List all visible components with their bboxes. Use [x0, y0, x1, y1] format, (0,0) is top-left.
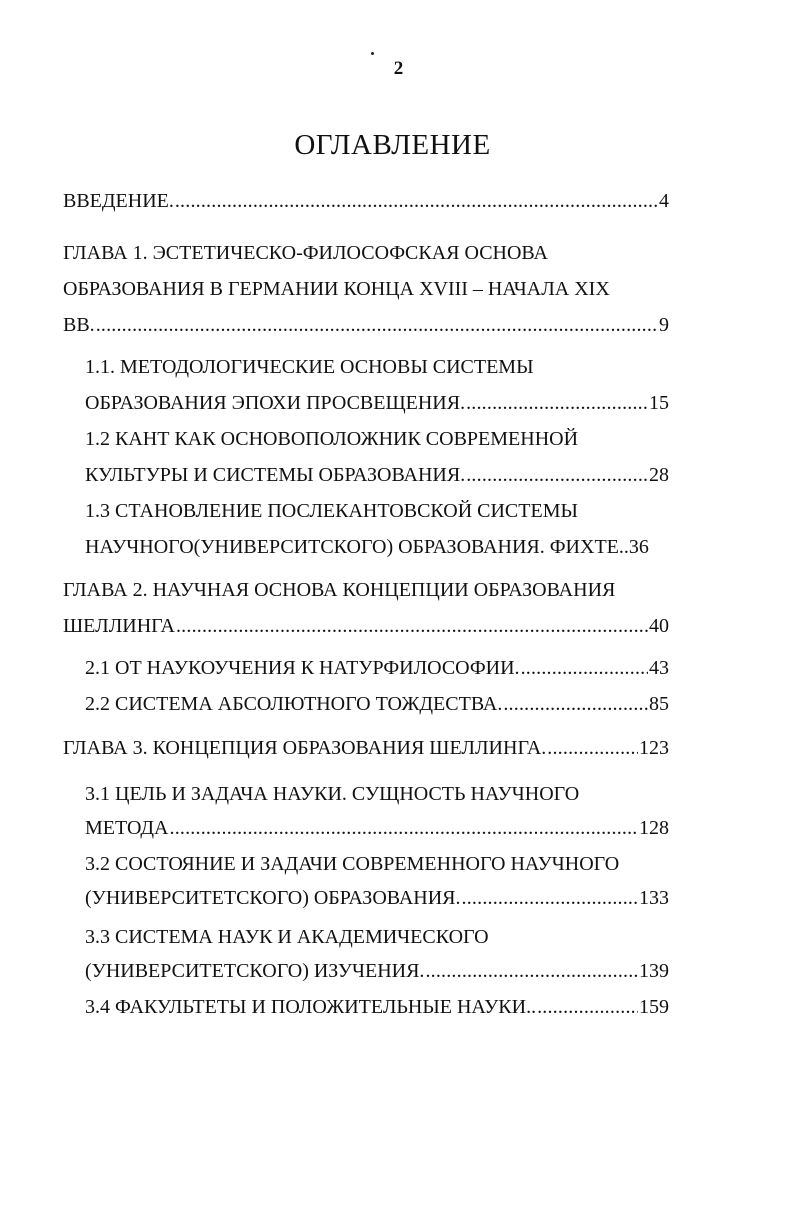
- toc-entry-1-3[interactable]: [85, 535, 669, 559]
- toc-page-number: 123: [639, 737, 669, 759]
- toc-leader: [503, 692, 648, 716]
- toc-leader: [466, 463, 648, 487]
- toc-entry-3-2-line1[interactable]: 3.2 СОСТОЯНИЕ И ЗАДАЧИ СОВРЕМЕННОГО НАУЧНОГО: [85, 853, 620, 875]
- toc-leader: [521, 656, 648, 680]
- toc-page-number: 133: [639, 887, 669, 909]
- toc-page-number: 85: [649, 693, 669, 715]
- toc-leader: [175, 189, 658, 213]
- toc-page-number: 43: [649, 657, 669, 679]
- toc-entry-label: 2.1 ОТ НАУКОУЧЕНИЯ К НАТУРФИЛОСОФИИ.: [85, 657, 520, 679]
- toc-entry-chapter-1-line1[interactable]: ГЛАВА 1. ЭСТЕТИЧЕСКО-ФИЛОСОФСКАЯ ОСНОВА: [63, 242, 548, 264]
- toc-entry-3-2[interactable]: [85, 886, 669, 910]
- toc-entry-chapter-3[interactable]: [63, 736, 669, 760]
- toc-entry-label: ОБРАЗОВАНИЯ ЭПОХИ ПРОСВЕЩЕНИЯ.: [85, 392, 466, 414]
- page-title: ОГЛАВЛЕНИЕ: [294, 129, 491, 161]
- toc-leader: [537, 995, 638, 1019]
- toc-entry-introduction[interactable]: [63, 189, 669, 213]
- toc-entry-chapter-1[interactable]: [63, 313, 669, 337]
- toc-entry-1-2[interactable]: [85, 463, 669, 487]
- toc-entry-label: (УНИВЕРСИТЕТСКОГО) ИЗУЧЕНИЯ.: [85, 960, 425, 982]
- toc-page-number: 40: [649, 615, 669, 637]
- toc-entry-label: (УНИВЕРСИТЕТСКОГО) ОБРАЗОВАНИЯ.: [85, 887, 461, 909]
- toc-page-number: 139: [639, 960, 669, 982]
- toc-entry-3-1-line1[interactable]: 3.1 ЦЕЛЬ И ЗАДАЧА НАУКИ. СУЩНОСТЬ НАУЧНОГО: [85, 783, 580, 805]
- toc-leader: [547, 736, 638, 760]
- toc-page-number: 159: [639, 996, 669, 1018]
- toc-page-number: 9: [659, 314, 669, 336]
- toc-entry-1-2-line1[interactable]: 1.2 КАНТ КАК ОСНОВОПОЛОЖНИК СОВРЕМЕННОЙ: [85, 428, 579, 450]
- toc-entry-label: ВВЕДЕНИЕ.: [63, 190, 174, 212]
- toc-leader: [170, 816, 639, 840]
- toc-entry-label: НАУЧНОГО(УНИВЕРСИТСКОГО) ОБРАЗОВАНИЯ. ФИХТЕ..: [85, 536, 629, 558]
- toc-leader: [176, 614, 648, 638]
- toc-entry-2-1[interactable]: [85, 656, 669, 680]
- toc-entry-3-1[interactable]: [85, 816, 669, 840]
- toc-entry-label: 3.4 ФАКУЛЬТЕТЫ И ПОЛОЖИТЕЛЬНЫЕ НАУКИ..: [85, 996, 537, 1018]
- toc-entry-chapter-2-line1[interactable]: ГЛАВА 2. НАУЧНАЯ ОСНОВА КОНЦЕПЦИИ ОБРАЗОВАНИЯ: [63, 579, 616, 601]
- toc-entry-label: ВВ.: [63, 314, 95, 336]
- toc-entry-label: КУЛЬТУРЫ И СИСТЕМЫ ОБРАЗОВАНИЯ.: [85, 464, 466, 486]
- toc-entry-label: МЕТОДА: [85, 817, 169, 839]
- toc-entry-chapter-1-line2[interactable]: ОБРАЗОВАНИЯ В ГЕРМАНИИ КОНЦА XVIII – НАЧАЛА XIX: [63, 278, 610, 300]
- toc-entry-2-2[interactable]: [85, 692, 669, 716]
- scan-speck: [371, 52, 374, 55]
- toc-entry-3-4[interactable]: [85, 995, 669, 1019]
- toc-leader: [96, 313, 658, 337]
- toc-page-number: 4: [659, 190, 669, 212]
- toc-entry-1-1-line1[interactable]: 1.1. МЕТОДОЛОГИЧЕСКИЕ ОСНОВЫ СИСТЕМЫ: [85, 356, 534, 378]
- toc-page-number: 36: [628, 536, 649, 558]
- toc-entry-1-1[interactable]: [85, 391, 669, 415]
- page-number: 2: [393, 58, 404, 79]
- toc-page-number: 128: [639, 817, 669, 839]
- toc-entry-1-3-line1[interactable]: 1.3 СТАНОВЛЕНИЕ ПОСЛЕКАНТОВСКОЙ СИСТЕМЫ: [85, 500, 578, 522]
- toc-entry-label: ШЕЛЛИНГА: [63, 615, 175, 637]
- toc-entry-chapter-2[interactable]: [63, 614, 669, 638]
- toc-leader: [462, 886, 638, 910]
- toc-entry-3-3[interactable]: [85, 959, 669, 983]
- toc-entry-3-3-line1[interactable]: 3.3 СИСТЕМА НАУК И АКАДЕМИЧЕСКОГО: [85, 926, 489, 948]
- toc-page-number: 28: [649, 464, 669, 486]
- toc-leader: [425, 959, 638, 983]
- toc-entry-label: 2.2 СИСТЕМА АБСОЛЮТНОГО ТОЖДЕСТВА.: [85, 693, 503, 715]
- toc-page-number: 15: [649, 392, 669, 414]
- toc-leader: [466, 391, 648, 415]
- toc-entry-label: ГЛАВА 3. КОНЦЕПЦИЯ ОБРАЗОВАНИЯ ШЕЛЛИНГА.: [63, 737, 547, 759]
